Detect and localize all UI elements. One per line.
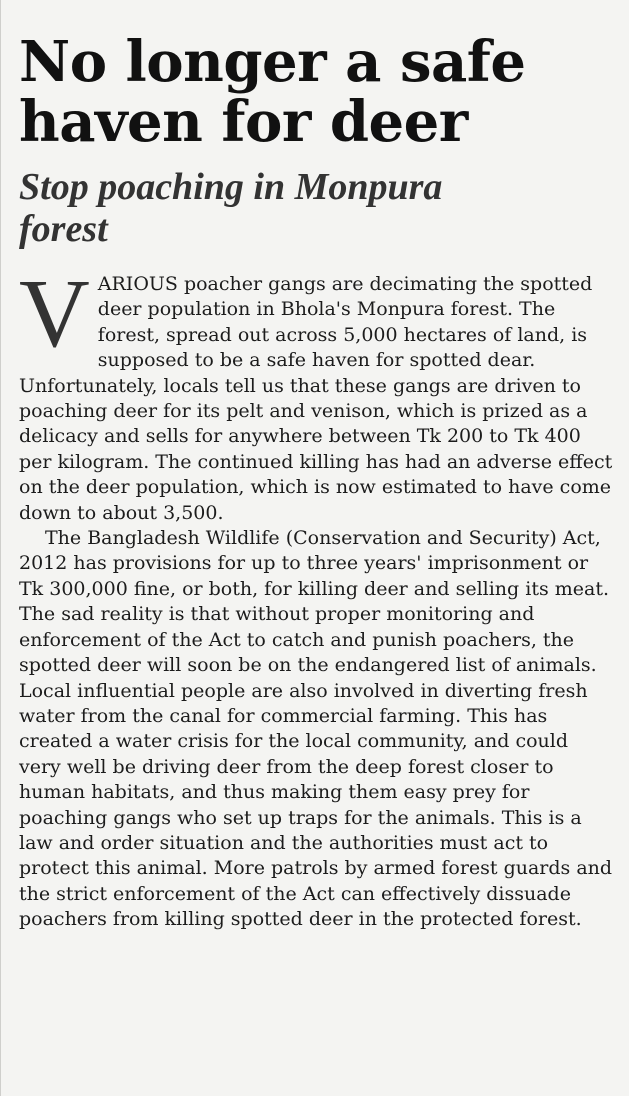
paragraph-1-text: ARIOUS poacher gangs are decimating the spotted deer population in Bhola's Monpura forest. The forest, spread out across 5,000 hectares of land, is supposed to be a safe haven for spotted dear. Unfortunately, locals tell us that these gangs are driven to poaching deer for its pelt and venison, which is prized as a delicacy and sells for anywhere between Tk 200 to Tk 400 per kilogram. The continued killing has had an adverse effect on the deer population, which is now estimated to have come down to about 3,500. (19, 273, 613, 524)
paragraph-2: The Bangladesh Wildlife (Conservation and Security) Act, 2012 has provisions for up to three years' imprisonment or Tk 300,000 fine, or both, for killing deer and selling its meat. The sad reality is that without proper monitoring and enforcement of the Act to catch and punish poachers, the spotted deer will soon be on the endangered list of animals. Local influential people are also involved in diverting fresh water from the canal for commercial farming. This has created a water crisis for the local community, and could very well be driving deer from the deep forest closer to human habitats, and thus making them easy prey for poaching gangs who set up traps for the animals. This is a law and order situation and the authorities must act to protect this animal. More patrols by armed forest guards and the strict enforcement of the Act can effectively dissuade poachers from killing spotted deer in the protected forest. (19, 527, 613, 931)
drop-cap: V (19, 260, 90, 368)
paragraph-1 (19, 260, 615, 526)
subheadline: Stop poaching in Monpura forest (19, 166, 443, 250)
article-body (19, 260, 615, 933)
headline: No longer a safe haven for deer (19, 29, 526, 155)
